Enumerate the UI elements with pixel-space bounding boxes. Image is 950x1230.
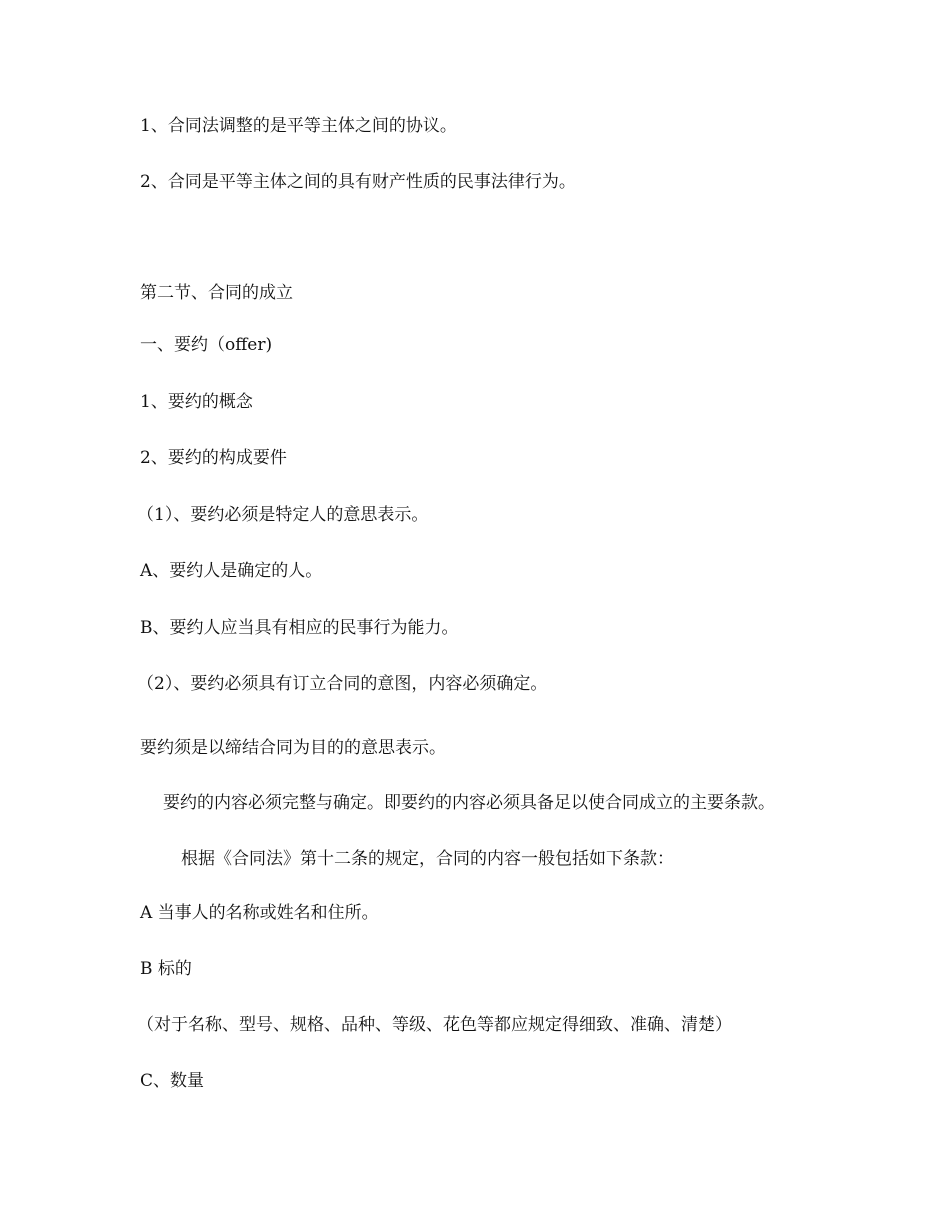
clause-b-note: （对于名称、型号、规格、品种、等级、花色等都应规定得细致、准确、清楚）: [137, 1015, 732, 1035]
requirement-2-content: 要约的内容必须完整与确定。即要约的内容必须具备足以使合同成立的主要条款。: [163, 793, 775, 813]
requirement-2-purpose: 要约须是以缔结合同为目的的意思表示。: [140, 738, 446, 758]
clause-a-parties: A 当事人的名称或姓名和住所。: [140, 903, 379, 923]
requirement-2: （2）、要约必须具有订立合同的意图，内容必须确定。: [137, 674, 548, 694]
point-2-contract-definition: 2、合同是平等主体之间的具有财产性质的民事法律行为。: [140, 172, 576, 192]
section-heading-contract-formation: 第二节、合同的成立: [140, 283, 293, 303]
point-1-contract-law-scope: 1、合同法调整的是平等主体之间的协议。: [140, 116, 457, 136]
offer-concept: 1、要约的概念: [140, 392, 253, 412]
requirement-1: （1）、要约必须是特定人的意思表示。: [137, 505, 429, 525]
requirement-1-item-b: B、要约人应当具有相应的民事行为能力。: [140, 618, 459, 638]
offer-requirements: 2、要约的构成要件: [140, 448, 287, 468]
clause-b-subject-matter: B 标的: [140, 959, 192, 979]
subheading-offer: 一、要约（offer): [140, 335, 273, 355]
article-12-intro: 根据《合同法》第十二条的规定，合同的内容一般包括如下条款：: [181, 849, 674, 869]
clause-c-quantity: C、数量: [140, 1071, 205, 1091]
requirement-1-item-a: A、要约人是确定的人。: [140, 561, 323, 581]
